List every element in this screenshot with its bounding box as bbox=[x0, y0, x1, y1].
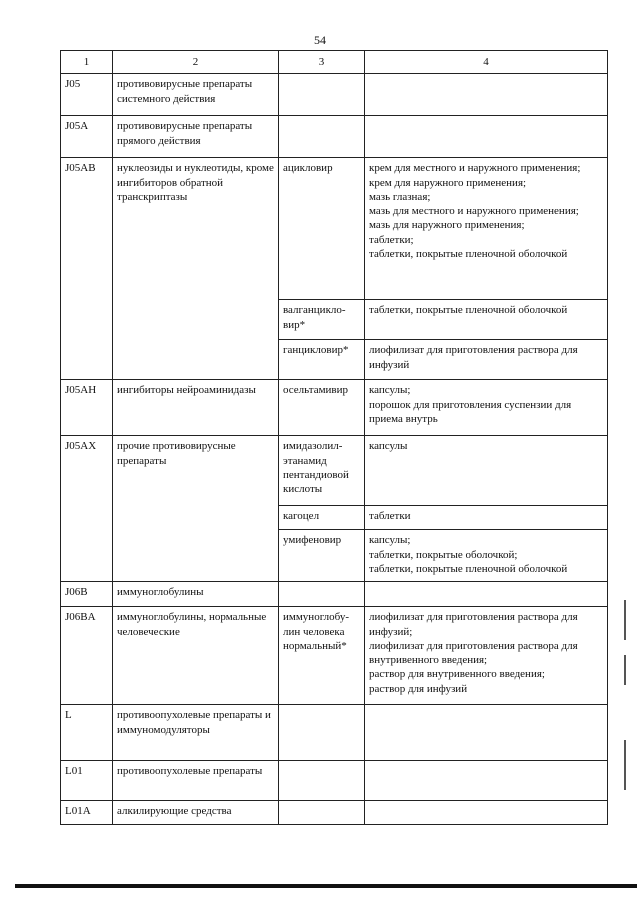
header-col-1: 1 bbox=[61, 51, 113, 74]
dosage-forms: крем для местного и наружного применения; крем для наружного применения; мазь глазная; мазь для местного и наружного применения; мазь для наружного применения; таблетки; таблетки, покрытые пленочной оболочкой bbox=[365, 158, 608, 300]
dosage-forms: лиофилизат для приготовления раствора для инфузий; лиофилизат для приготовления раствора для внутривенного введения; раствор для внутривенного введения; раствор для инфузий bbox=[365, 607, 608, 705]
dosage-forms bbox=[365, 582, 608, 607]
dosage-forms: капсулы; таблетки, покрытые оболочкой; таблетки, покрытые пленочной оболочкой bbox=[365, 530, 608, 582]
drug-table bbox=[60, 50, 608, 825]
table-row bbox=[61, 436, 608, 506]
table-row bbox=[61, 705, 608, 761]
drug-name bbox=[279, 582, 365, 607]
group-name: противоопухолевые препараты bbox=[113, 761, 279, 801]
table-row bbox=[61, 74, 608, 116]
table-row bbox=[61, 158, 608, 300]
atc-code: J05 bbox=[61, 74, 113, 116]
table-row bbox=[61, 380, 608, 436]
scan-edge-mark bbox=[624, 740, 626, 790]
table-row bbox=[61, 801, 608, 825]
group-name: противовирусные препараты прямого действия bbox=[113, 116, 279, 158]
table-row bbox=[61, 582, 608, 607]
dosage-forms bbox=[365, 801, 608, 825]
drug-name: иммуноглобу- лин человека нормальный* bbox=[279, 607, 365, 705]
atc-code: J06B bbox=[61, 582, 113, 607]
atc-code: J05AH bbox=[61, 380, 113, 436]
drug-name bbox=[279, 116, 365, 158]
atc-code: L bbox=[61, 705, 113, 761]
group-name: иммуноглобулины, нормальные человеческие bbox=[113, 607, 279, 705]
atc-code: J05AX bbox=[61, 436, 113, 582]
header-col-3: 3 bbox=[279, 51, 365, 74]
drug-name: умифеновир bbox=[279, 530, 365, 582]
drug-name: кагоцел bbox=[279, 506, 365, 530]
drug-name bbox=[279, 705, 365, 761]
header-col-2: 2 bbox=[113, 51, 279, 74]
drug-name: осельтамивир bbox=[279, 380, 365, 436]
dosage-forms bbox=[365, 116, 608, 158]
drug-name bbox=[279, 801, 365, 825]
scan-bottom-rule bbox=[15, 884, 637, 888]
scan-edge-mark bbox=[624, 600, 626, 640]
drug-name: ацикловир bbox=[279, 158, 365, 300]
group-name: ингибиторы нейроаминидазы bbox=[113, 380, 279, 436]
group-name: прочие противовирусные препараты bbox=[113, 436, 279, 582]
dosage-forms: капсулы; порошок для приготовления суспензии для приема внутрь bbox=[365, 380, 608, 436]
dosage-forms bbox=[365, 74, 608, 116]
drug-name: имидазолил- этанамид пентандиовой кислоты bbox=[279, 436, 365, 506]
dosage-forms: лиофилизат для приготовления раствора для инфузий bbox=[365, 340, 608, 380]
atc-code: L01 bbox=[61, 761, 113, 801]
dosage-forms bbox=[365, 705, 608, 761]
drug-name bbox=[279, 74, 365, 116]
header-col-4: 4 bbox=[365, 51, 608, 74]
group-name: алкилирующие средства bbox=[113, 801, 279, 825]
table-row bbox=[61, 116, 608, 158]
table-row bbox=[61, 761, 608, 801]
drug-name: валганцикло- вир* bbox=[279, 300, 365, 340]
dosage-forms: таблетки, покрытые пленочной оболочкой bbox=[365, 300, 608, 340]
dosage-forms bbox=[365, 761, 608, 801]
atc-code: J05AB bbox=[61, 158, 113, 380]
group-name: нуклеозиды и нуклеотиды, кроме ингибиторов обратной транскриптазы bbox=[113, 158, 279, 380]
drug-name: ганцикловир* bbox=[279, 340, 365, 380]
group-name: иммуноглобулины bbox=[113, 582, 279, 607]
scan-edge-mark bbox=[624, 655, 626, 685]
group-name: противовирусные препараты системного действия bbox=[113, 74, 279, 116]
page-number: 54 bbox=[314, 33, 326, 47]
atc-code: J06BA bbox=[61, 607, 113, 705]
dosage-forms: капсулы bbox=[365, 436, 608, 506]
dosage-forms: таблетки bbox=[365, 506, 608, 530]
group-name: противоопухолевые препараты и иммуномодуляторы bbox=[113, 705, 279, 761]
table-header-row bbox=[61, 51, 608, 74]
drug-name bbox=[279, 761, 365, 801]
table-row bbox=[61, 607, 608, 705]
atc-code: J05A bbox=[61, 116, 113, 158]
atc-code: L01A bbox=[61, 801, 113, 825]
